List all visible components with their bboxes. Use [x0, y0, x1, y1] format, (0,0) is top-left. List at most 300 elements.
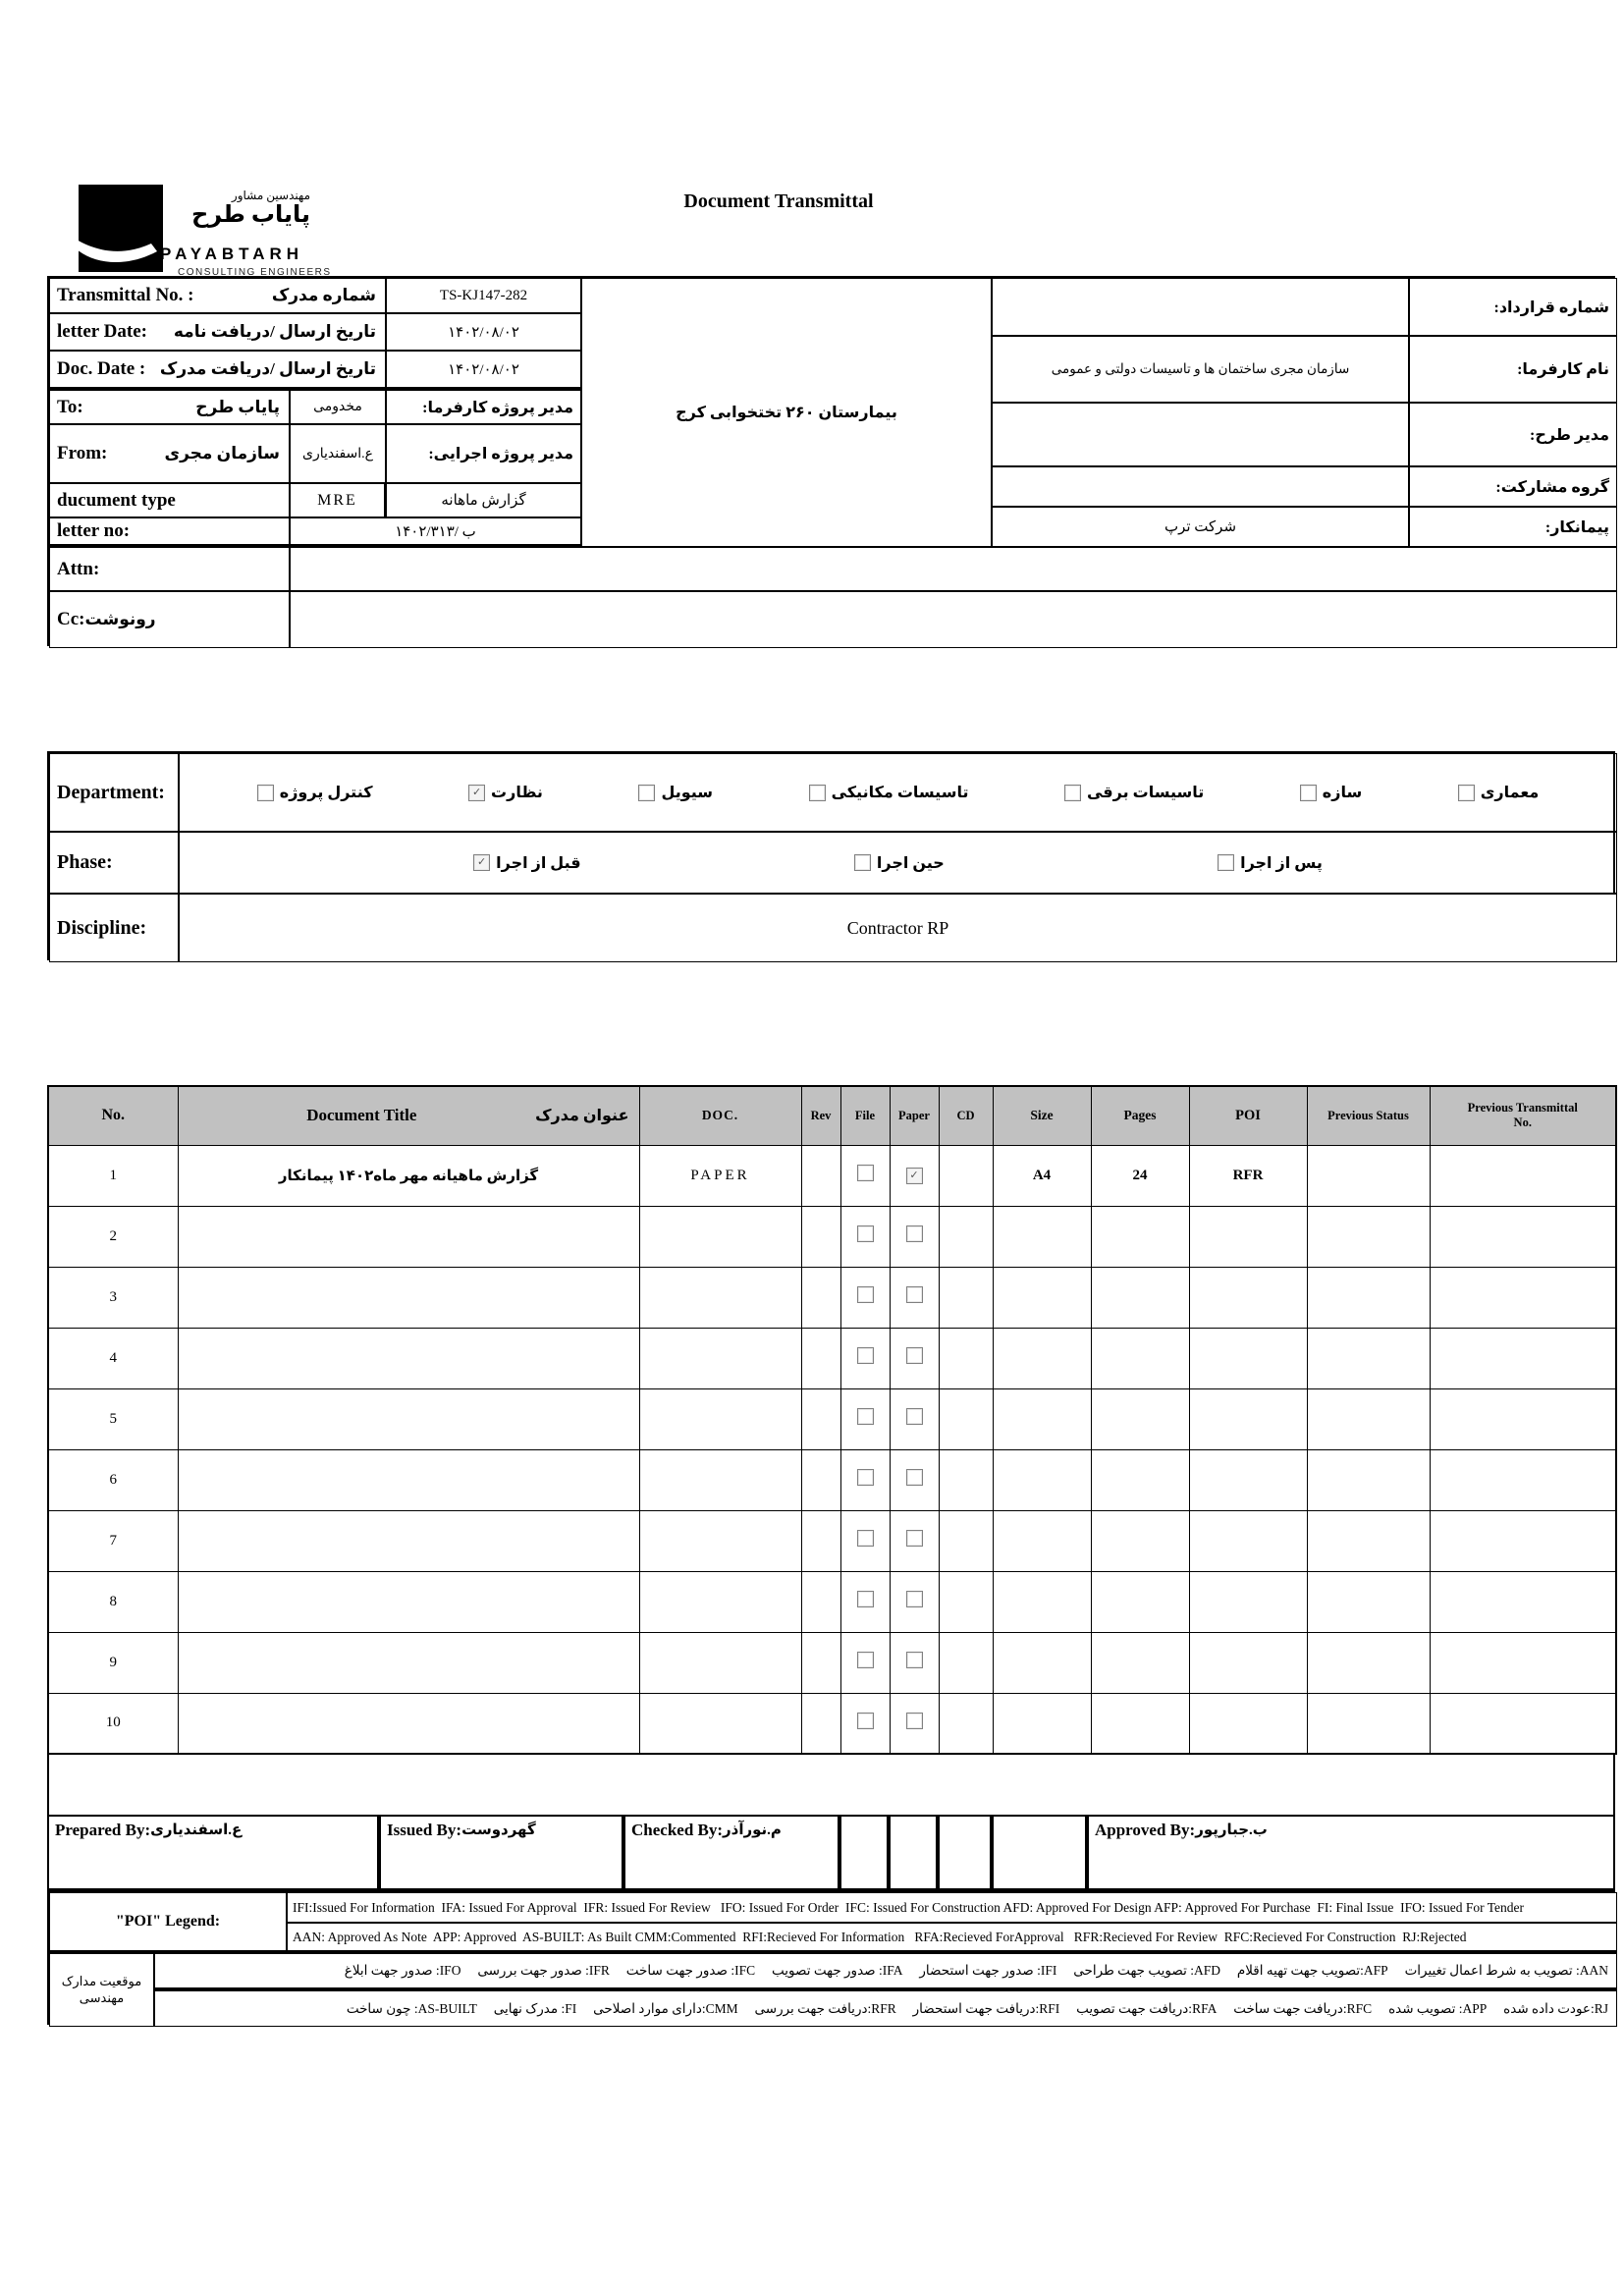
cell-paper — [890, 1328, 939, 1388]
document-type-code: MRE — [317, 491, 357, 509]
document-row — [48, 1449, 1616, 1510]
logo-company-name: PAYABTARH — [160, 245, 304, 263]
letter-date-label-fa: تاریخ ارسال /دریافت نامه — [173, 322, 376, 341]
attn-value-cell — [290, 547, 1617, 591]
phase-option-checkbox[interactable]: ✓ — [473, 854, 490, 871]
cell-rev — [801, 1145, 840, 1206]
file-checkbox[interactable] — [857, 1469, 874, 1486]
project-name: بیمارستان ۲۶۰ تختخوابی کرج — [676, 405, 897, 421]
cell-paper — [890, 1449, 939, 1510]
cell-title — [178, 1388, 639, 1449]
logo-farsi-tagline: مهندسین مشاور — [231, 189, 310, 202]
page-title: Document Transmittal — [683, 190, 874, 212]
cell-poi — [1189, 1267, 1307, 1328]
table-spacer-row — [47, 1753, 1615, 1815]
cell-doc — [639, 1267, 801, 1328]
paper-checkbox[interactable] — [906, 1347, 923, 1364]
jv-label-cell — [1409, 466, 1617, 507]
department-option-label: تاسیسات برقی — [1086, 785, 1205, 801]
document-row — [48, 1632, 1616, 1693]
signature-row — [47, 1815, 1615, 1890]
letter-date-label-cell — [49, 313, 386, 351]
cell-pages — [1091, 1328, 1189, 1388]
cell-pages — [1091, 1449, 1189, 1510]
cell-title — [178, 1510, 639, 1571]
paper-checkbox[interactable] — [906, 1286, 923, 1303]
cell-prev-transmittal — [1430, 1449, 1616, 1510]
cell-doc — [639, 1510, 801, 1571]
cell-rev — [801, 1510, 840, 1571]
document-row — [48, 1267, 1616, 1328]
cell-file — [840, 1510, 890, 1571]
transmittal-no-label-fa: شماره مدرک — [271, 286, 376, 304]
cell-size — [993, 1693, 1091, 1754]
file-checkbox[interactable] — [857, 1652, 874, 1668]
department-option-label: سیویل — [661, 785, 714, 801]
header-table — [47, 276, 1615, 646]
document-row — [48, 1693, 1616, 1754]
paper-checkbox[interactable] — [906, 1225, 923, 1242]
approved-by-value: ب.جبارپور — [1195, 1823, 1268, 1838]
phase-option — [1218, 853, 1323, 873]
file-checkbox[interactable] — [857, 1286, 874, 1303]
col-prev-status: Previous Status — [1307, 1086, 1430, 1145]
cell-doc — [639, 1388, 801, 1449]
paper-checkbox[interactable] — [906, 1713, 923, 1729]
cell-cd — [939, 1145, 993, 1206]
cell-prev-transmittal — [1430, 1328, 1616, 1388]
from-label: From: — [57, 443, 108, 463]
cell-title — [178, 1206, 639, 1267]
department-option — [257, 783, 373, 802]
department-option-label: معماری — [1480, 785, 1540, 801]
approved-by-cell — [1087, 1815, 1615, 1890]
cell-no: 5 — [48, 1388, 178, 1449]
cell-rev — [801, 1449, 840, 1510]
contract-no-value-cell — [992, 278, 1409, 336]
document-row — [48, 1571, 1616, 1632]
to-cell — [49, 390, 290, 424]
col-prev-transmittal: Previous Transmittal No. — [1430, 1086, 1616, 1145]
cell-no: 3 — [48, 1267, 178, 1328]
cell-prev-transmittal — [1430, 1510, 1616, 1571]
paper-checkbox[interactable] — [906, 1408, 923, 1425]
doc-date-label-fa: تاریخ ارسال /دریافت مدرک — [159, 359, 376, 378]
department-option-checkbox[interactable] — [257, 785, 274, 801]
pm-label-cell — [1409, 403, 1617, 466]
cell-no: 9 — [48, 1632, 178, 1693]
cell-prev-transmittal — [1430, 1693, 1616, 1754]
file-checkbox[interactable] — [857, 1530, 874, 1547]
to-value-fa: پایاب طرح — [195, 397, 280, 416]
cell-poi — [1189, 1632, 1307, 1693]
cell-paper — [890, 1206, 939, 1267]
col-rev: Rev — [801, 1086, 840, 1145]
cell-cd — [939, 1206, 993, 1267]
cell-no: 4 — [48, 1328, 178, 1388]
department-label-cell — [49, 753, 179, 832]
paper-checkbox[interactable] — [906, 1469, 923, 1486]
poi-legend-label-cell — [49, 1892, 287, 1953]
cell-prev-transmittal — [1430, 1206, 1616, 1267]
cell-file — [840, 1206, 890, 1267]
cell-title — [178, 1267, 639, 1328]
cell-paper — [890, 1632, 939, 1693]
col-cd: CD — [939, 1086, 993, 1145]
department-option — [1064, 783, 1204, 802]
attn-label-cell — [49, 547, 290, 591]
paper-checkbox[interactable] — [906, 1530, 923, 1547]
cell-prev-transmittal — [1430, 1632, 1616, 1693]
transmittal-no-label-cell — [49, 278, 386, 313]
file-checkbox[interactable] — [857, 1408, 874, 1425]
cell-file — [840, 1145, 890, 1206]
from-person-cell — [290, 424, 386, 483]
department-options — [179, 753, 1617, 832]
cell-prev-status — [1307, 1206, 1430, 1267]
from-value-fa: سازمان مجری — [164, 444, 280, 462]
prepared-by-value: ع.اسفندیاری — [150, 1823, 243, 1838]
contractor-label-cell — [1409, 507, 1617, 547]
cell-pages — [1091, 1571, 1189, 1632]
cell-paper — [890, 1267, 939, 1328]
issued-by-cell — [379, 1815, 623, 1890]
cell-prev-transmittal — [1430, 1145, 1616, 1206]
cell-cd — [939, 1571, 993, 1632]
department-option-label: تاسیسات مکانیکی — [831, 785, 969, 801]
cell-size — [993, 1328, 1091, 1388]
phase-option-checkbox[interactable] — [1218, 854, 1234, 871]
cell-poi — [1189, 1693, 1307, 1754]
from-person: ع.اسفندیاری — [301, 446, 373, 462]
department-option-checkbox[interactable] — [809, 785, 826, 801]
cell-prev-status — [1307, 1267, 1430, 1328]
document-type-fa: گزارش ماهانه — [441, 493, 526, 509]
cell-title — [178, 1328, 639, 1388]
cell-no: 1 — [48, 1145, 178, 1206]
cell-prev-status — [1307, 1693, 1430, 1754]
cell-pages: 24 — [1091, 1145, 1189, 1206]
cell-prev-status — [1307, 1632, 1430, 1693]
file-checkbox[interactable] — [857, 1713, 874, 1729]
cell-prev-status — [1307, 1388, 1430, 1449]
file-checkbox[interactable] — [857, 1591, 874, 1607]
transmittal-no-label-en: Transmittal No. : — [57, 285, 194, 305]
department-option — [1300, 783, 1362, 802]
cell-title — [178, 1571, 639, 1632]
prepared-by-cell — [47, 1815, 379, 1890]
file-checkbox[interactable] — [857, 1347, 874, 1364]
letter-date-label-en: letter Date: — [57, 321, 147, 342]
cell-doc — [639, 1449, 801, 1510]
phase-label-cell — [49, 832, 179, 894]
attn-label: Attn: — [57, 558, 100, 579]
doc-date-value: ۱۴۰۲/۰۸/۰۲ — [448, 361, 519, 378]
cell-size — [993, 1632, 1091, 1693]
cell-title — [178, 1449, 639, 1510]
jv-value-cell — [992, 466, 1409, 507]
cell-poi — [1189, 1328, 1307, 1388]
cell-cd — [939, 1449, 993, 1510]
fa-legend-line1: AAN: تصویب به شرط اعمال تغییرات AFP:تصویب جهت تهیه اقلام AFD: تصویب جهت طراحی IFI: صدور جهت استحضار IFA: صدور جهت تصویب IFC: صدور جهت ساخت IFR: صدور جهت بررسی IFO: صدور جهت ابلاغ — [154, 1953, 1617, 1990]
client-label-cell — [1409, 336, 1617, 403]
from-cell — [49, 424, 290, 483]
department-option-checkbox[interactable] — [1458, 785, 1475, 801]
col-title-fa: عنوان مدرک — [535, 1108, 629, 1125]
discipline-label-cell — [49, 894, 179, 962]
phase-label: Phase: — [57, 851, 113, 873]
file-checkbox[interactable] — [857, 1165, 874, 1181]
to-person: مخدومی — [313, 400, 362, 414]
signature-empty-cell — [938, 1815, 992, 1890]
prepared-by-label: Prepared By: — [55, 1821, 151, 1839]
checked-by-cell — [623, 1815, 839, 1890]
col-size: Size — [993, 1086, 1091, 1145]
poi-legend — [47, 1890, 1615, 2025]
cell-poi — [1189, 1571, 1307, 1632]
cell-doc — [639, 1328, 801, 1388]
cell-file — [840, 1267, 890, 1328]
cell-pages — [1091, 1693, 1189, 1754]
pm-value-cell — [992, 403, 1409, 466]
cell-no: 8 — [48, 1571, 178, 1632]
client-pm-label: مدیر پروژه کارفرما: — [422, 399, 573, 416]
phase-option-label: پس از اجرا — [1240, 854, 1323, 872]
cell-poi — [1189, 1388, 1307, 1449]
cell-paper — [890, 1510, 939, 1571]
cell-rev — [801, 1693, 840, 1754]
poi-legend-en-line2: AAN: Approved As Note APP: Approved AS-BUILT: As Built CMM:Commented RFI:Recieved For Information RFA:Recieved ForApproval RFR:Recieved For Review RFC:Recieved For Construction RJ:Rejected — [287, 1923, 1617, 1953]
cell-pages — [1091, 1632, 1189, 1693]
logo-farsi-name: پایاب طرح — [191, 202, 310, 228]
cell-size — [993, 1388, 1091, 1449]
cell-cd — [939, 1388, 993, 1449]
contractor-value-cell — [992, 507, 1409, 547]
document-type-fa-cell — [386, 483, 581, 517]
department-option — [638, 783, 713, 802]
letter-no-label-cell — [49, 517, 290, 547]
cell-pages — [1091, 1206, 1189, 1267]
exec-pm-label: مدیر پروژه اجرایی: — [428, 446, 573, 462]
col-poi: POI — [1189, 1086, 1307, 1145]
contractor-value: شرکت ترپ — [1164, 519, 1237, 535]
fa-legend-line2: RJ:عودت داده شده APP: تصویب شده RFC:دریافت جهت ساخت RFA:دریافت جهت تصویب RFI:دریافت جهت استحضار RFR:دریافت جهت بررسی CMM:دارای موارد اصلاحی FI: مدرک نهایی AS-BUILT: چون ساخت — [154, 1990, 1617, 2027]
cell-prev-status — [1307, 1571, 1430, 1632]
cell-doc — [639, 1693, 801, 1754]
col-paper: Paper — [890, 1086, 939, 1145]
department-label: Department: — [57, 781, 165, 803]
cell-cd — [939, 1632, 993, 1693]
document-row — [48, 1145, 1616, 1206]
doc-date-value-cell — [386, 351, 581, 390]
fa-legend-label-cell — [49, 1953, 154, 2027]
document-type-label-cell — [49, 483, 290, 517]
col-title — [178, 1086, 639, 1145]
letter-no-value: ۱۴۰۲/ب /۳۱۳ — [395, 523, 476, 540]
cell-poi — [1189, 1449, 1307, 1510]
letter-no-value-cell — [290, 517, 581, 547]
col-doc: DOC. — [639, 1086, 801, 1145]
cell-doc — [639, 1206, 801, 1267]
paper-checkbox[interactable] — [906, 1652, 923, 1668]
signature-empty-cell — [839, 1815, 889, 1890]
department-option-checkbox[interactable] — [1300, 785, 1317, 801]
cell-prev-transmittal — [1430, 1571, 1616, 1632]
department-option-label: نظارت — [491, 785, 543, 801]
col-no: No. — [48, 1086, 178, 1145]
project-name-cell — [581, 278, 992, 547]
signature-empty-cell — [889, 1815, 938, 1890]
doc-date-label-cell — [49, 351, 386, 390]
cell-file — [840, 1571, 890, 1632]
phase-options — [179, 832, 1617, 894]
file-checkbox[interactable] — [857, 1225, 874, 1242]
cell-file — [840, 1449, 890, 1510]
client-value: سازمان مجری ساختمان ها و تاسیسات دولتی و عمومی — [1051, 361, 1350, 376]
cell-paper — [890, 1693, 939, 1754]
cc-label: Cc: — [57, 609, 85, 629]
cell-pages — [1091, 1510, 1189, 1571]
paper-checkbox[interactable] — [906, 1591, 923, 1607]
phase-option — [854, 853, 945, 873]
discipline-value-cell — [179, 894, 1617, 962]
cell-size — [993, 1510, 1091, 1571]
cell-paper — [890, 1145, 939, 1206]
document-row — [48, 1206, 1616, 1267]
to-label: To: — [57, 396, 83, 417]
cell-no: 7 — [48, 1510, 178, 1571]
cell-doc — [639, 1632, 801, 1693]
cell-rev — [801, 1571, 840, 1632]
cell-poi: RFR — [1189, 1145, 1307, 1206]
logo-swoosh-icon — [79, 185, 163, 272]
cell-rev — [801, 1267, 840, 1328]
department-option-label: سازه — [1322, 785, 1363, 801]
document-table-wrap — [47, 1085, 1617, 1755]
cell-size — [993, 1449, 1091, 1510]
cell-no: 2 — [48, 1206, 178, 1267]
transmittal-no-value-cell — [386, 278, 581, 313]
cell-pages — [1091, 1388, 1189, 1449]
cell-prev-transmittal — [1430, 1267, 1616, 1328]
cell-rev — [801, 1328, 840, 1388]
cell-paper — [890, 1571, 939, 1632]
cell-size — [993, 1267, 1091, 1328]
cell-size — [993, 1206, 1091, 1267]
document-row — [48, 1510, 1616, 1571]
cell-file — [840, 1693, 890, 1754]
cell-size: A4 — [993, 1145, 1091, 1206]
cell-poi — [1189, 1510, 1307, 1571]
client-value-cell — [992, 336, 1409, 403]
cell-cd — [939, 1267, 993, 1328]
cell-prev-transmittal — [1430, 1388, 1616, 1449]
department-option-checkbox[interactable]: ✓ — [468, 785, 485, 801]
letter-date-value-cell — [386, 313, 581, 351]
cell-prev-status — [1307, 1328, 1430, 1388]
cc-label-cell — [49, 591, 290, 648]
cell-title — [178, 1632, 639, 1693]
cell-file — [840, 1388, 890, 1449]
issued-by-label: Issued By: — [387, 1821, 462, 1839]
cell-size — [993, 1571, 1091, 1632]
issued-by-value: گهردوست — [461, 1823, 536, 1838]
cell-rev — [801, 1632, 840, 1693]
cell-poi — [1189, 1206, 1307, 1267]
col-pages: Pages — [1091, 1086, 1189, 1145]
cell-cd — [939, 1510, 993, 1571]
client-pm-label-cell — [386, 390, 581, 424]
cell-title — [178, 1693, 639, 1754]
exec-pm-label-cell — [386, 424, 581, 483]
contract-no-label: شماره قرارداد: — [1493, 299, 1609, 316]
department-option-checkbox[interactable] — [1064, 785, 1081, 801]
discipline-label: Discipline: — [57, 916, 147, 939]
cell-file — [840, 1632, 890, 1693]
approved-by-label: Approved By: — [1095, 1821, 1196, 1839]
department-option-label: کنترل پروژه — [279, 785, 373, 801]
cell-doc: PAPER — [639, 1145, 801, 1206]
phase-option-label: حین اجرا — [876, 854, 945, 872]
cell-rev — [801, 1388, 840, 1449]
pm-label: مدیر طرح: — [1530, 426, 1609, 444]
cell-no: 6 — [48, 1449, 178, 1510]
logo-mark — [79, 185, 163, 272]
cell-cd — [939, 1693, 993, 1754]
doc-date-label-en: Doc. Date : — [57, 358, 146, 379]
cc-value-cell — [290, 591, 1617, 648]
cell-rev — [801, 1206, 840, 1267]
department-option — [809, 783, 969, 802]
jv-label: گروه مشارکت: — [1495, 478, 1609, 496]
department-option — [468, 783, 543, 802]
cell-pages — [1091, 1267, 1189, 1328]
cell-prev-status — [1307, 1510, 1430, 1571]
checked-by-label: Checked By: — [631, 1821, 724, 1839]
discipline-value: Contractor RP — [846, 917, 949, 938]
department-option-checkbox[interactable] — [638, 785, 655, 801]
cell-cd — [939, 1328, 993, 1388]
document-row — [48, 1328, 1616, 1388]
cell-doc — [639, 1571, 801, 1632]
document-type-code-cell — [290, 483, 386, 517]
signature-empty-cell — [992, 1815, 1087, 1890]
phase-option-checkbox[interactable] — [854, 854, 871, 871]
cc-label-fa: رونوشت — [84, 610, 156, 628]
letter-date-value: ۱۴۰۲/۰۸/۰۲ — [448, 324, 519, 341]
department-option — [1458, 783, 1540, 802]
document-type-label: ducument type — [57, 489, 176, 511]
transmittal-no-value: TS-KJ147-282 — [439, 287, 528, 303]
classification-table — [47, 751, 1615, 960]
cell-paper — [890, 1388, 939, 1449]
logo-company-subtitle: CONSULTING ENGINEERS — [178, 267, 332, 278]
col-title-en: Document Title — [306, 1106, 417, 1125]
paper-checkbox[interactable]: ✓ — [906, 1168, 923, 1184]
poi-legend-en-line1: IFI:Issued For Information IFA: Issued For Approval IFR: Issued For Review IFO: Issued For Order IFC: Issued For Construction AFD: Approved For Design AFP: Approved For Purchase FI: Final Issue IFO: Issued For Tender — [287, 1892, 1617, 1923]
phase-option-label: قبل از اجرا — [496, 854, 581, 872]
col-file: File — [840, 1086, 890, 1145]
phase-option — [473, 853, 580, 873]
document-table-header-row — [48, 1086, 1616, 1145]
client-label: نام کارفرما: — [1517, 361, 1609, 378]
cell-prev-status — [1307, 1145, 1430, 1206]
cell-file — [840, 1328, 890, 1388]
contractor-label: پیمانکار: — [1544, 518, 1609, 536]
fa-legend-label: موقعیت مدارک مهندسی — [61, 1973, 142, 2005]
to-person-cell — [290, 390, 386, 424]
poi-legend-label: "POI" Legend: — [115, 1913, 221, 1930]
